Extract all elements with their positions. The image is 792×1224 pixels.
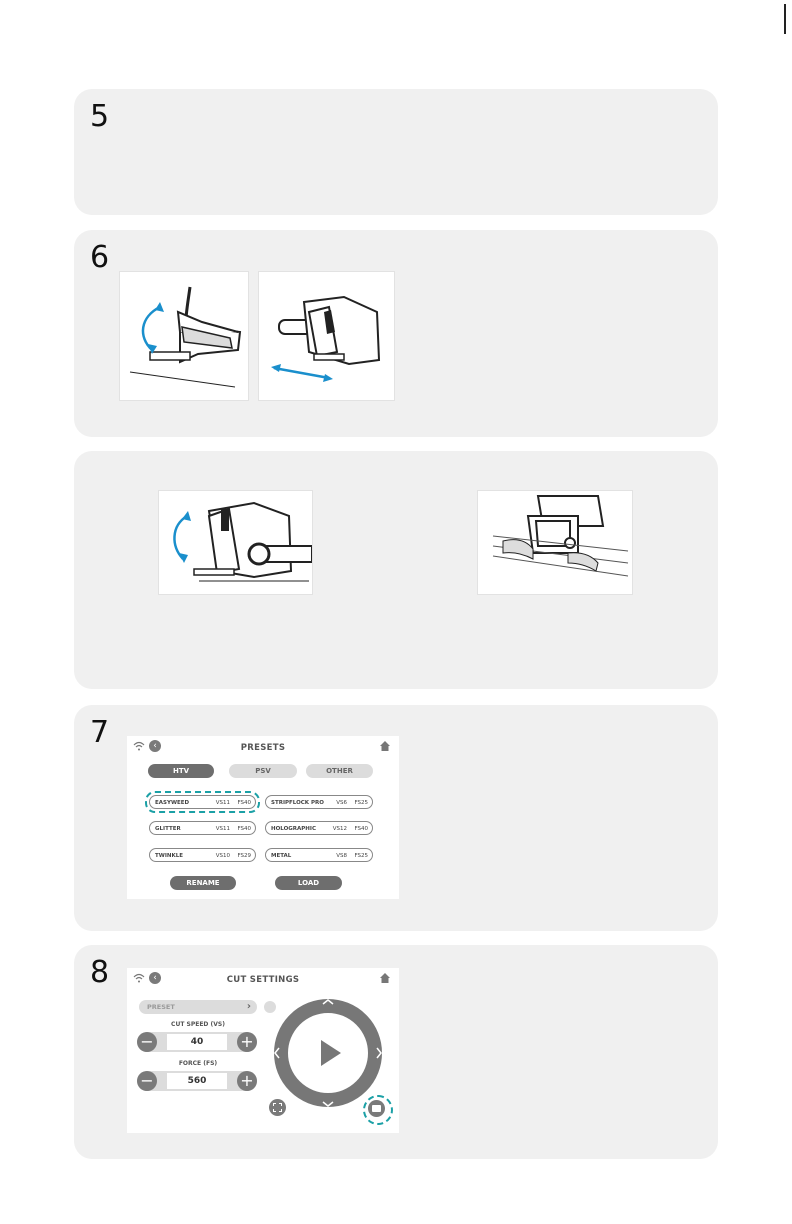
step-5-number: 5 [90,99,110,134]
step-5-card [74,89,718,215]
rename-button[interactable]: RENAME [170,876,236,890]
preset-item-holographic[interactable]: HOLOGRAPHIC VS12 FS40 [265,821,373,835]
blade-lever-illustration [119,271,249,401]
step-6-number: 6 [90,240,110,275]
preset-highlight-ring [145,791,260,813]
preset-item-easyweed[interactable]: EASYWEED VS11 FS40 [149,795,256,809]
chevron-right-icon: › [246,1001,251,1012]
load-media-icon[interactable] [368,1100,385,1117]
speed-minus-button[interactable]: − [137,1032,157,1052]
force-stepper [137,1071,257,1091]
presets-screen [127,736,399,899]
direction-pad [273,998,383,1108]
speed-plus-button[interactable]: + [237,1032,257,1052]
home-icon[interactable] [379,972,391,984]
preset-selector[interactable]: PRESET › [139,1000,257,1014]
back-arrow-icon[interactable]: ‹ [149,972,161,984]
tab-psv[interactable]: PSV [229,764,297,778]
blade-holder-slide-illustration [258,271,395,401]
force-value[interactable]: 560 [167,1073,227,1089]
force-plus-button[interactable]: + [237,1071,257,1091]
cut-speed-stepper [137,1032,257,1052]
force-label: FORCE (FS) [178,1060,218,1067]
presets-title: PRESETS [240,743,286,753]
step-7-number: 7 [90,715,110,750]
origin-icon[interactable] [269,1099,286,1116]
tab-htv[interactable]: HTV [148,764,214,778]
preset-item-twinkle[interactable]: TWINKLE VS10 FS29 [149,848,256,862]
step-6b-card [74,451,718,689]
force-minus-button[interactable]: − [137,1071,157,1091]
preset-item-stripflock-pro[interactable]: STRIPFLOCK PRO VS6 FS25 [265,795,373,809]
home-icon[interactable] [379,740,391,752]
step-6-card [74,230,718,437]
preset-item-glitter[interactable]: GLITTER VS11 FS40 [149,821,256,835]
tab-other[interactable]: OTHER [306,764,373,778]
carriage-roller-illustration [477,490,633,595]
back-arrow-icon[interactable]: ‹ [149,740,161,752]
cut-settings-screen [127,968,399,1133]
load-button[interactable]: LOAD [275,876,342,890]
preset-item-metal[interactable]: METAL VS8 FS25 [265,848,373,862]
cut-speed-label: CUT SPEED (VS) [171,1021,225,1028]
step-8-number: 8 [90,955,110,990]
page-edge-mark [784,4,786,34]
cut-settings-title: CUT SETTINGS [226,975,300,985]
speed-value[interactable]: 40 [167,1034,227,1050]
blade-lever-closed-illustration [158,490,313,595]
step-8-card [74,945,718,1159]
step-7-card [74,705,718,931]
